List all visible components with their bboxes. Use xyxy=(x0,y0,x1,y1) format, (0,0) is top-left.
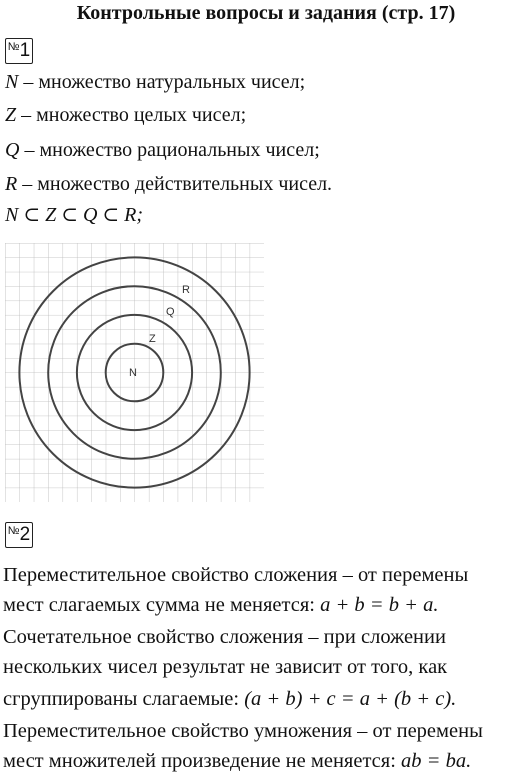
property-formula: a + b = b + a. xyxy=(320,594,439,616)
euler-diagram-svg xyxy=(5,243,264,502)
property-line-4 xyxy=(3,652,447,682)
property-line-3 xyxy=(3,622,446,652)
property-formula: (a + b) + c = a + (b + c). xyxy=(244,688,457,710)
label-Z: Z xyxy=(149,333,156,345)
definition-text: – множество целых чисел; xyxy=(16,104,247,126)
set-symbol: Z xyxy=(5,104,17,126)
number-sign: № xyxy=(7,41,20,53)
property-text: нескольких чисел результат не зависит от того, как xyxy=(3,656,448,678)
definition-integer xyxy=(5,101,246,129)
label-Q: Q xyxy=(166,306,175,318)
property-line-2 xyxy=(3,590,438,620)
property-text: мест слагаемых сумма не меняется: xyxy=(3,594,321,616)
set-symbol: R xyxy=(5,173,18,195)
property-line-1 xyxy=(3,560,468,590)
property-line-5 xyxy=(3,684,456,714)
task-number-badge-1 xyxy=(5,38,33,64)
definition-text: – множество рациональных чисел; xyxy=(19,139,320,161)
set-symbol: N xyxy=(5,71,19,93)
definition-text: – множество действительных чисел. xyxy=(17,173,333,195)
label-R: R xyxy=(182,284,190,296)
definition-rational xyxy=(5,136,320,164)
definition-real xyxy=(5,170,332,198)
number-sign: № xyxy=(7,525,20,537)
property-line-6 xyxy=(3,716,483,746)
set-inclusion: N ⊂ Z ⊂ Q ⊂ R; xyxy=(5,204,144,226)
definition-text: – множество натуральных чисел; xyxy=(18,71,306,93)
property-text: сгруппированы слагаемые: xyxy=(3,688,245,710)
euler-diagram xyxy=(5,243,264,507)
property-line-7 xyxy=(3,746,471,776)
task-number: 2 xyxy=(19,524,31,545)
task-number: 1 xyxy=(19,40,31,61)
property-text: Переместительное свойство сложения – от перемены xyxy=(3,564,469,586)
task-number-badge-2 xyxy=(5,522,33,548)
set-symbol: Q xyxy=(5,139,20,161)
page-title: Контрольные вопросы и задания (стр. 17) xyxy=(76,2,456,24)
property-text: Сочетательное свойство сложения – при сложении xyxy=(3,626,446,648)
property-formula: ab = ba. xyxy=(401,750,472,772)
label-N: N xyxy=(129,367,137,379)
definition-natural xyxy=(5,68,305,96)
property-text: Переместительное свойство умножения – от перемены xyxy=(3,720,483,742)
property-text: мест множителей произведение не меняется: xyxy=(3,750,402,772)
